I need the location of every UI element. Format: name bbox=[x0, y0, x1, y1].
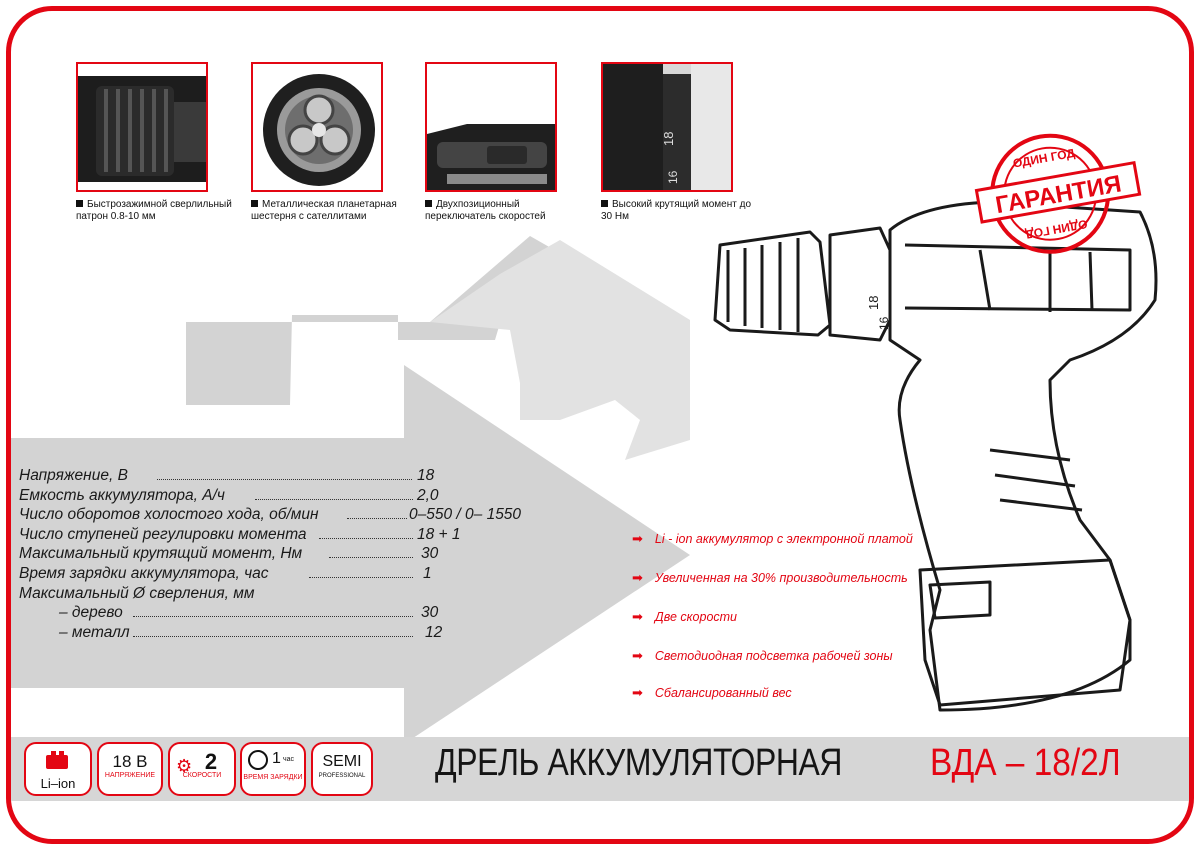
speeds-badge bbox=[168, 742, 236, 796]
gearbox-caption: Металлическая планетарная шестерня с сателлитами bbox=[251, 199, 397, 222]
speeds-value: 2 bbox=[204, 749, 218, 774]
spec-label: Число ступеней регулировки момента bbox=[19, 525, 307, 543]
spec-label: Напряжение, В bbox=[19, 467, 128, 484]
feature-item: ➡ Увеличенная на 30% производительность bbox=[632, 570, 908, 585]
chuck-photo bbox=[76, 62, 208, 192]
spec-row-metal bbox=[19, 623, 443, 643]
stamp-bottom-text: ОДИН ГОД bbox=[1024, 216, 1089, 242]
speed-switch-photo bbox=[425, 62, 557, 192]
charge-time-unit: час bbox=[283, 756, 295, 763]
arrow-right-icon: ➡ bbox=[632, 648, 643, 663]
spec-value: 18 bbox=[417, 467, 435, 484]
torque-ring-photo bbox=[601, 62, 733, 192]
arrow-right-icon: ➡ bbox=[632, 685, 643, 700]
voltage-badge bbox=[97, 742, 163, 796]
spec-value: 30 bbox=[421, 545, 439, 563]
spec-row-voltage bbox=[19, 466, 439, 486]
spec-value: 30 bbox=[421, 604, 439, 622]
arrow-right-icon: ➡ bbox=[632, 531, 643, 546]
spec-value: 0–550 / 0– 1550 bbox=[409, 506, 522, 524]
arrow-right-icon: ➡ bbox=[632, 570, 643, 585]
product-model: ВДА – 18/2Л bbox=[930, 742, 1121, 784]
spec-row-max-diameter bbox=[19, 584, 439, 604]
chuck-caption: Быстрозажимной сверлильный патрон 0.8-10 мм bbox=[76, 199, 232, 222]
arrow-right-icon: ➡ bbox=[632, 609, 643, 624]
gearbox-photo bbox=[251, 62, 383, 192]
spec-value: 18 + 1 bbox=[417, 525, 461, 543]
feature-item: ➡ Li - ion аккумулятор с электронной платой bbox=[632, 531, 913, 546]
torque-caption: Высокий крутящий момент до 30 Нм bbox=[601, 199, 752, 222]
charge-time-badge bbox=[240, 742, 306, 796]
li-ion-label: Li–ion bbox=[40, 776, 76, 791]
spec-label: Число оборотов холостого хода, об/мин bbox=[19, 506, 319, 524]
feature-item: ➡ Светодиодная подсветка рабочей зоны bbox=[632, 648, 893, 663]
speeds-label: СКОРОСТИ bbox=[182, 772, 222, 779]
spec-label: Максимальный крутящий момент, Нм bbox=[19, 545, 303, 563]
spec-row-wood bbox=[19, 603, 439, 623]
product-title: ДРЕЛЬ АККУМУЛЯТОРНАЯ bbox=[435, 742, 843, 784]
spec-label: Время зарядки аккумулятора, час bbox=[19, 564, 269, 582]
spec-row-torque-steps bbox=[19, 525, 461, 545]
warranty-stamp bbox=[970, 122, 1150, 262]
semi-value: SEMI bbox=[322, 753, 362, 770]
spec-row-capacity bbox=[19, 486, 439, 506]
drill-ring-digit-16: 16 bbox=[877, 316, 891, 330]
spec-row-charge-time bbox=[19, 564, 439, 584]
semi-badge bbox=[311, 742, 373, 796]
drill-ring-digit-18: 18 bbox=[866, 295, 881, 310]
semi-label: PROFESSIONAL bbox=[318, 773, 366, 779]
spec-label: – дерево bbox=[59, 604, 123, 622]
ring-digit-16: 16 bbox=[666, 170, 680, 184]
spec-label: Максимальный Ø сверления, мм bbox=[19, 584, 255, 602]
feature-item: ➡ Две скорости bbox=[632, 609, 738, 624]
spec-value: 2,0 bbox=[417, 486, 439, 504]
ring-digit-18: 18 bbox=[661, 131, 676, 146]
battery-icon bbox=[43, 750, 73, 772]
spec-value: 1 bbox=[423, 564, 432, 582]
feature-item: ➡ Сбалансированный вес bbox=[632, 685, 792, 700]
specs-list bbox=[19, 466, 522, 642]
stamp-top-text: ОДИН ГОД bbox=[1011, 145, 1076, 171]
spec-label: – металл bbox=[59, 623, 130, 641]
spec-row-max-torque bbox=[19, 544, 439, 564]
gear-icon: ⚙ bbox=[176, 756, 193, 776]
voltage-value: 18 В bbox=[112, 752, 148, 771]
speed-switch-caption: Двухпозиционный переключатель скоростей bbox=[425, 199, 546, 222]
charge-time-label: ВРЕМЯ ЗАРЯДКИ bbox=[243, 774, 303, 781]
spec-row-rpm bbox=[19, 505, 522, 525]
li-ion-badge bbox=[24, 742, 92, 796]
voltage-label: НАПРЯЖЕНИЕ bbox=[104, 772, 156, 779]
charge-time-value: 1 bbox=[272, 750, 281, 767]
spec-value: 12 bbox=[425, 623, 443, 641]
spec-label: Емкость аккумулятора, А/ч bbox=[19, 486, 225, 504]
stamp-main-text: ГАРАНТИЯ bbox=[993, 170, 1124, 220]
clock-icon bbox=[248, 750, 268, 770]
